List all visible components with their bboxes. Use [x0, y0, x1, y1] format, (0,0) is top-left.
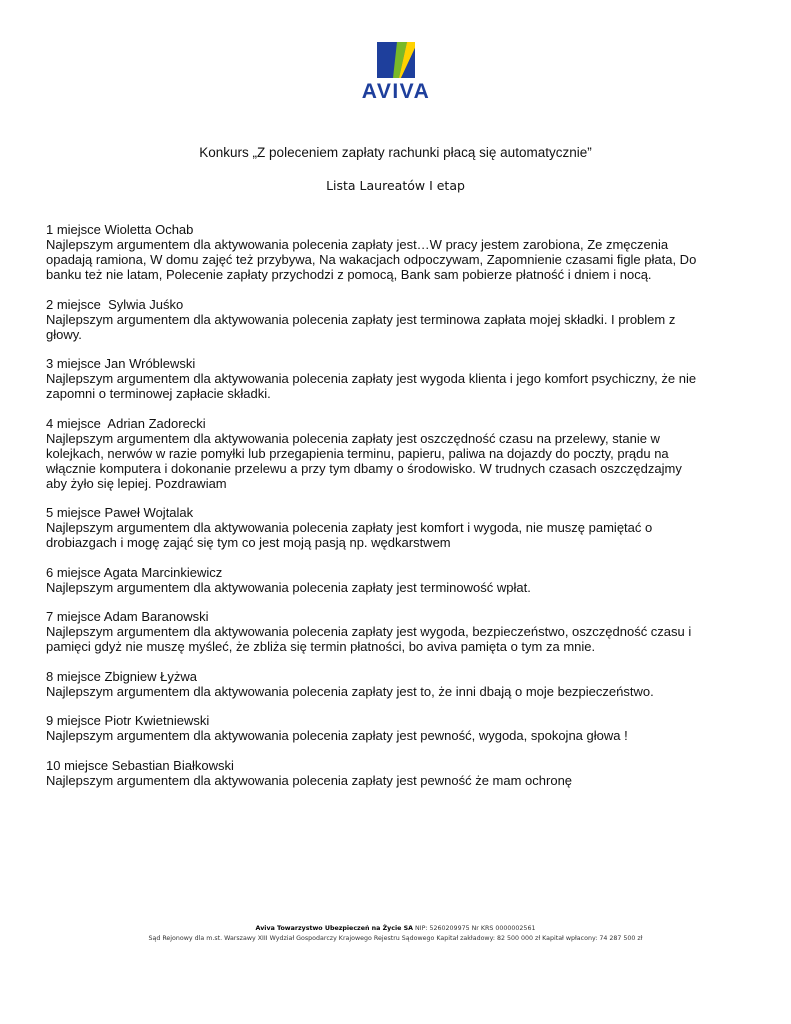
- laureate-entry: [46, 713, 706, 743]
- laureate-entry: [46, 609, 706, 654]
- laureate-argument: Najlepszym argumentem dla aktywowania polecenia zapłaty jest wygoda, bezpieczeństwo, oszczędność czasu i pamięci gdyż nie muszę myśleć, że zbliża się termin płatności, bo aviva pamięta o tym za mnie.: [46, 624, 692, 654]
- laureate-entry: [46, 416, 706, 491]
- page-title: Konkurs „Z poleceniem zapłaty rachunki płacą się automatycznie”: [199, 145, 592, 160]
- laureate-entry: [46, 669, 706, 699]
- aviva-logo: [354, 42, 438, 104]
- laureate-entry: [46, 222, 706, 282]
- laureate-entry: [46, 565, 706, 595]
- laureate-place: 5 miejsce Paweł Wojtalak: [46, 505, 194, 520]
- laureate-place: 1 miejsce Wioletta Ochab: [46, 222, 194, 237]
- laureate-place: 9 miejsce Piotr Kwietniewski: [46, 713, 210, 728]
- laureate-place: 2 miejsce Sylwia Juśko: [46, 296, 184, 312]
- laureate-entry: [46, 505, 706, 550]
- laureate-entry: [46, 297, 706, 342]
- laureate-argument: Najlepszym argumentem dla aktywowania polecenia zapłaty jest oszczędność czasu na przelewy, stanie w kolejkach, nerwów w razie pomyłki lub przegapienia terminu, papieru, paliwa na dojazdy do poczty, prądu na włącznie komputera i dokonanie przelewu a przy tym dbamy o środowisko. W trudnych czasach oszczędzajmy aby żyło się lepiej. Pozdrawiam: [46, 430, 682, 491]
- footer-company: Aviva Towarzystwo Ubezpieczeń na Życie SA: [255, 925, 414, 932]
- laureate-argument: Najlepszym argumentem dla aktywowania polecenia zapłaty jest terminowość wpłat.: [46, 579, 531, 595]
- page-subtitle: Lista Laureatów I etap: [326, 178, 465, 193]
- laureate-argument: Najlepszym argumentem dla aktywowania polecenia zapłaty jest pewność, wygoda, spokojna głowa !: [46, 728, 628, 743]
- footer-court: Sąd Rejonowy dla m.st. Warszawy XIII Wydział Gospodarczy Krajowego Rejestru Sądowego Kapitał zakładowy: 82 500 000 zł Kapitał wpłacony: 74 287 500 zł: [148, 935, 643, 942]
- laureate-place: 7 miejsce Adam Baranowski: [46, 609, 209, 624]
- laureate-entry: [46, 758, 706, 788]
- laureate-argument: Najlepszym argumentem dla aktywowania polecenia zapłaty jest pewność że mam ochronę: [46, 772, 573, 788]
- laureate-argument: Najlepszym argumentem dla aktywowania polecenia zapłaty jest to, że inni dbają o moje bezpieczeństwo.: [46, 683, 654, 699]
- footer-ids: NIP: 5260209975 Nr KRS 0000002561: [413, 925, 536, 932]
- laureate-entry: [46, 356, 706, 401]
- laureate-argument: Najlepszym argumentem dla aktywowania polecenia zapłaty jest wygoda klienta i jego komfort psychiczny, że nie zapomni o terminowej zapłacie składki.: [46, 371, 697, 401]
- laureate-argument: Najlepszym argumentem dla aktywowania polecenia zapłaty jest terminowa zapłata mojej składki. I problem z głowy.: [46, 311, 676, 342]
- logo-text: AVIVA: [361, 80, 431, 103]
- laureate-place: 4 miejsce Adrian Zadorecki: [46, 415, 206, 431]
- footer-line-1: [0, 924, 791, 934]
- aviva-logo-icon: [377, 42, 415, 78]
- laureate-place: 10 miejsce Sebastian Białkowski: [46, 757, 234, 773]
- laureate-place: 6 miejsce Agata Marcinkiewicz: [46, 564, 223, 580]
- laureate-list: [46, 222, 706, 802]
- page-footer: [0, 924, 791, 944]
- laureate-argument: Najlepszym argumentem dla aktywowania polecenia zapłaty jest komfort i wygoda, nie muszę pamiętać o drobiazgach i mogę zająć się tym co jest moją pasją np. wędkarstwem: [46, 520, 653, 550]
- laureate-place: 8 miejsce Zbigniew Łyżwa: [46, 668, 198, 684]
- laureate-place: 3 miejsce Jan Wróblewski: [46, 356, 196, 371]
- laureate-argument: Najlepszym argumentem dla aktywowania polecenia zapłaty jest…W pracy jestem zarobiona, Ze zmęczenia opadają ramiona, W domu zajęć też przybywa, Na wakacjach odpoczywam, Zapomnienie czasami figle płata, Do banku też nie latam, Polecenie zapłaty przychodzi z pomocą, Bank sam pobierze płatność i dniem i nocą.: [46, 237, 697, 282]
